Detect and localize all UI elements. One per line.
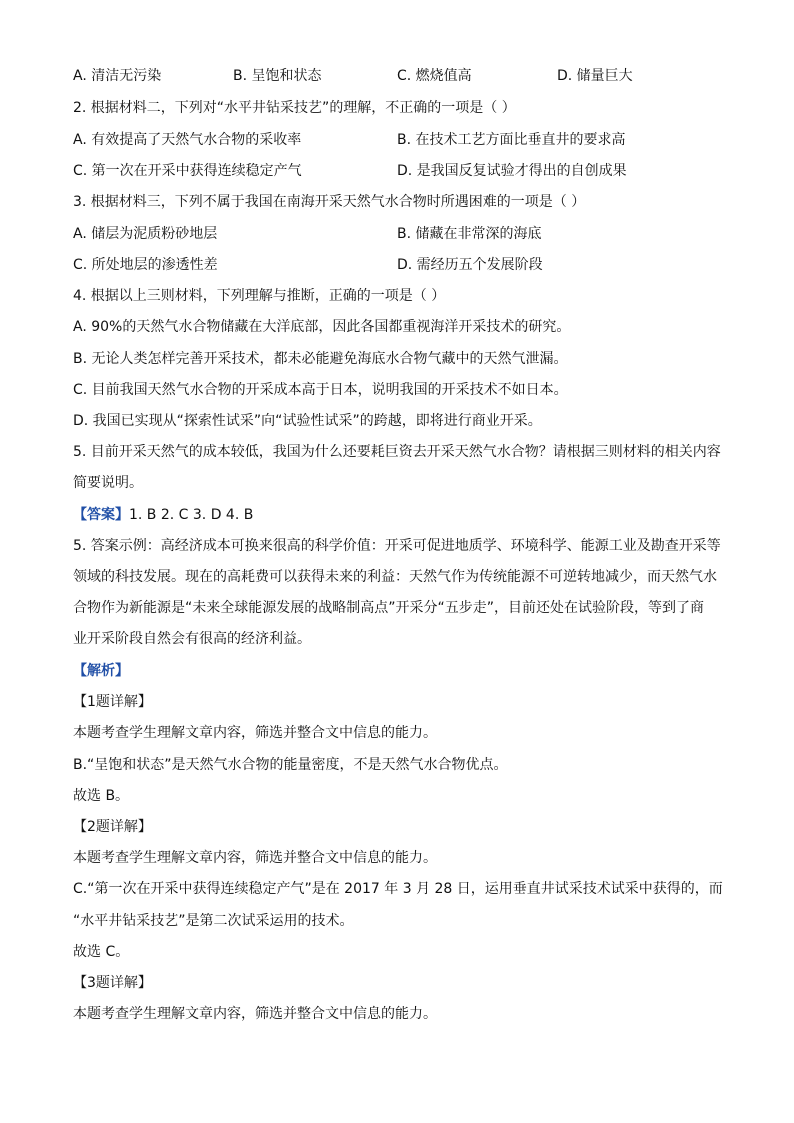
q3-stem: 3. 根据材料三，下列不属于我国在南海开采天然气水合物时所遇困难的一项是（ ） xyxy=(73,194,586,210)
answer-keys: 1. B 2. C 3. D 4. B xyxy=(129,507,254,523)
detail1-title: 【1题详解】 xyxy=(73,694,152,710)
q2-stem: 2. 根据材料二，下列对“水平井钻采技艺”的理解，不正确的一项是（ ） xyxy=(73,100,516,116)
q4-stem: 4. 根据以上三则材料，下列理解与推断，正确的一项是（ ） xyxy=(73,288,446,304)
answer5-line1: 5. 答案示例：高经济成本可换来很高的科学价值：开采可促进地质学、环境科学、能源工业及勘查开采等 xyxy=(73,538,721,554)
q5-stem-line1: 5. 目前开采天然气的成本较低，我国为什么还要耗巨资去开采天然气水合物？请根据三则材料的相关内容 xyxy=(73,444,721,460)
q2-option-d: D. 是我国反复试验才得出的自创成果 xyxy=(397,163,627,179)
q4-option-d: D. 我国已实现从“探索性试采”向“试验性试采”的跨越，即将进行商业开采。 xyxy=(73,413,542,429)
detail1-intro: 本题考查学生理解文章内容，筛选并整合文中信息的能力。 xyxy=(73,725,437,741)
q2-option-b: B. 在技术工艺方面比垂直井的要求高 xyxy=(397,132,626,148)
q4-option-a: A. 90%的天然气水合物储藏在大洋底部，因此各国都重视海洋开采技术的研究。 xyxy=(73,319,571,335)
q3-option-a: A. 储层为泥质粉砂地层 xyxy=(73,226,218,242)
detail2-conclusion: 故选 C。 xyxy=(73,944,130,960)
detail3-title: 【3题详解】 xyxy=(73,975,152,991)
detail2-body-line1: C.“第一次在开采中获得连续稳定产气”是在 2017 年 3 月 28 日，运用垂直井试采技术试采中获得的，而 xyxy=(73,881,723,897)
answer5-line3: 合物作为新能源是“未来全球能源发展的战略制高点”开采分“五步走”，目前还处在试验阶段，等到了商 xyxy=(73,600,705,616)
q3-option-d: D. 需经历五个发展阶段 xyxy=(397,257,543,273)
q2-option-a: A. 有效提高了天然气水合物的采收率 xyxy=(73,132,302,148)
q4-option-b: B. 无论人类怎样完善开采技术，都未必能避免海底水合物气藏中的天然气泄漏。 xyxy=(73,351,568,367)
answer5-line4: 业开采阶段自然会有很高的经济利益。 xyxy=(73,631,311,647)
q3-option-c: C. 所处地层的渗透性差 xyxy=(73,257,218,273)
q4-option-c: C. 目前我国天然气水合物的开采成本高于日本，说明我国的开采技术不如日本。 xyxy=(73,382,568,398)
detail2-body-line2: “水平井钻采技艺”是第二次试采运用的技术。 xyxy=(73,913,354,929)
detail2-title: 【2题详解】 xyxy=(73,819,152,835)
answer5-line2: 领域的科技发展。现在的高耗费可以获得未来的利益：天然气作为传统能源不可逆转地减少，而天然气水 xyxy=(73,569,717,585)
detail1-body: B.“呈饱和状态”是天然气水合物的能量密度，不是天然气水合物优点。 xyxy=(73,757,508,773)
q1-option-a: A. 清洁无污染 xyxy=(73,68,162,84)
q1-option-c: C. 燃烧值高 xyxy=(397,68,472,84)
q2-option-c: C. 第一次在开采中获得连续稳定产气 xyxy=(73,163,302,179)
answer-line xyxy=(73,506,253,524)
detail2-intro: 本题考查学生理解文章内容，筛选并整合文中信息的能力。 xyxy=(73,850,437,866)
q1-option-d: D. 储量巨大 xyxy=(557,68,633,84)
q5-stem-line2: 简要说明。 xyxy=(73,475,143,491)
answer-tag: 【答案】 xyxy=(73,507,129,523)
analysis-tag: 【解析】 xyxy=(73,663,129,679)
q1-option-b: B. 呈饱和状态 xyxy=(233,68,322,84)
q3-option-b: B. 储藏在非常深的海底 xyxy=(397,226,542,242)
detail1-conclusion: 故选 B。 xyxy=(73,788,130,804)
detail3-intro: 本题考查学生理解文章内容，筛选并整合文中信息的能力。 xyxy=(73,1006,437,1022)
